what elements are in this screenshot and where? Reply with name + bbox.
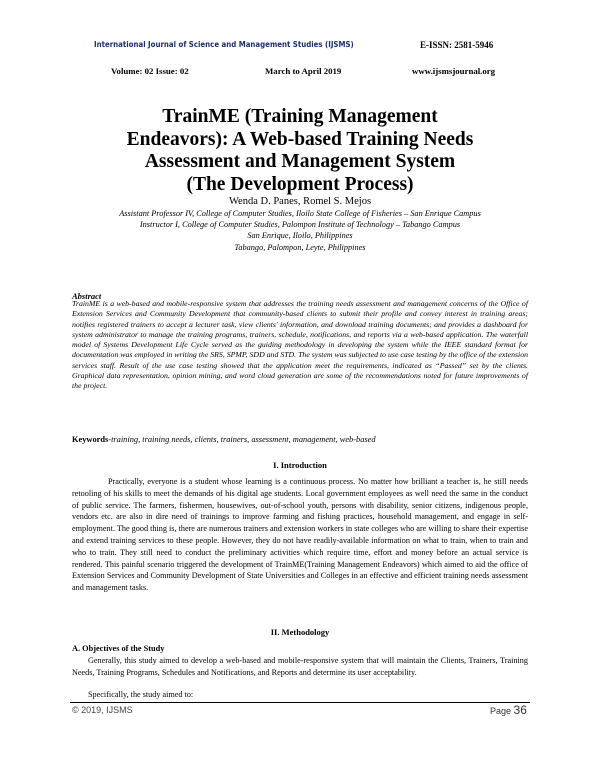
title-line: Assessment and Management System — [144, 151, 456, 172]
affiliation-line: Instructor I, College of Computer Studies, Palompon Institute of Technology – Tabango Campus — [139, 220, 461, 230]
methodology-heading: II. Methodology — [270, 627, 330, 637]
footer-divider — [70, 702, 530, 703]
methodology-text-specific: Specifically, the study aimed to: — [88, 690, 194, 699]
abstract-text: TrainME is a web-based and mobile-responsive system that addresses the training needs assessment and management concerns of the Office of Extension Services and Community Development that community-based clients to submit their profile and convey interest in training areas; notifies registered trainers to accept a lecturer task, view clients' information, and download training documents; and provides a dashboard for system administrator to manage the training programs, trainers, schedule, notifications, and reports via a web-based application. The waterfall model of Systems Development Life Cycle served as the guiding methodology in developing the system while the IEEE standard format for documentation was employed in writing the SRS, SPMP, SDD and STD. The system was subjected to use case testing by the office of the extension services staff. Result of the use case testing showed that the application meet the requirements, indicated as “Passed” set by the clients. Graphical data representation, opinion mining, and word cloud generation are some of the recommendations noted for future improvements of the project. — [72, 299, 528, 390]
affiliation-line: San Enrique, Iloilo, Philippines — [247, 231, 353, 241]
journal-website[interactable]: www.ijsmsjournal.org — [412, 66, 496, 76]
journal-name: International Journal of Science and Management Studies (IJSMS) — [94, 40, 354, 49]
title-line: TrainME (Training Management — [162, 106, 438, 127]
volume-issue: Volume: 02 Issue: 02 — [111, 66, 189, 76]
title-line: (The Development Process) — [186, 173, 414, 195]
title-line: Endeavors): A Web-based Training Needs — [126, 128, 474, 150]
authors: Wenda D. Panes, Romel S. Mejos — [228, 196, 372, 207]
page-number-value: 36 — [513, 703, 527, 717]
methodology-text: Generally, this study aimed to develop a web-based and mobile-responsive system that will maintain the Clients, Trainers, Training Needs, Training Programs, Schedules and Notifications, and Reports and determine its user acceptability. — [72, 656, 528, 677]
issue-date: March to April 2019 — [265, 66, 342, 76]
keywords-label: Keywords — [72, 435, 109, 444]
paper-title — [60, 106, 540, 196]
affiliation-line: Tabango, Palompon, Leyte, Philippines — [234, 242, 366, 252]
affiliation-line: Assistant Professor IV, College of Computer Studies, Iloilo State College of Fisheries – San Enrique Campus — [119, 209, 481, 218]
keywords-values: -training, training needs, clients, trainers, assessment, management, web-based — [108, 435, 376, 444]
keywords — [72, 434, 528, 445]
abstract-heading: Abstract — [72, 291, 102, 301]
page-number — [490, 703, 527, 717]
copyright: © 2019, IJSMS — [72, 705, 133, 715]
affiliations — [0, 208, 600, 253]
page-label: Page — [490, 706, 512, 716]
eissn: E-ISSN: 2581-5946 — [420, 40, 494, 50]
intro-heading: I. Introduction — [273, 460, 327, 470]
objectives-heading: A. Objectives of the Study — [72, 644, 165, 653]
intro-text: Practically, everyone is a student whose learning is a continuous process. No matter how brilliant a teacher is, he still needs retooling of his skills to meet the demands of his digital age students. Local government employees as well need the same in the conduct of public service. The farmers, fishermen, housewives, out-of-school youth, persons with disability, senior citizens, indigenous people, vendors etc. are also in dire need of trainings to improve farming and fishing practices, household management, and engage in self-employment. The good thing is, there are numerous trainers and extension workers in state colleges who are willing to share their expertise and extend training services to these people. However, they do not have readily-available information on what to train, when to train and who to train. They still need to conduct the preliminary activities which require time, effort and money before an actual service is rendered. This painful scenario triggered the development of TrainME(Training Management Endeavors) which aimed to aid the office of Extension Services and Community Development of State Universities and Colleges in an effective and efficient training needs assessment and management tasks. — [72, 477, 528, 593]
